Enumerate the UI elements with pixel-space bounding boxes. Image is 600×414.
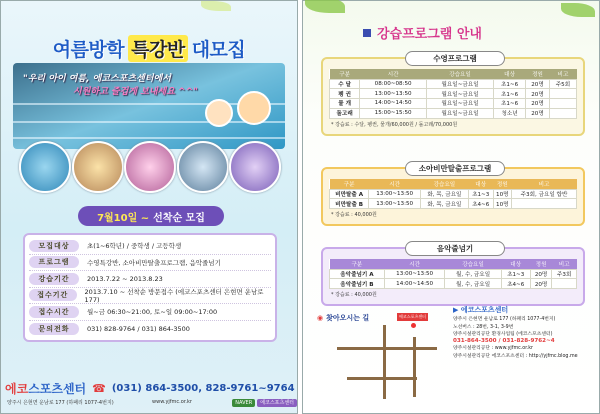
- title-part-1: 여름방학: [52, 38, 125, 61]
- pin-icon: ◉: [317, 314, 324, 322]
- info-row: [29, 238, 271, 255]
- column-header: 정원: [493, 179, 511, 189]
- table-row: [330, 189, 577, 199]
- info-label: 프로그램: [29, 256, 79, 268]
- directions-title: ◉ 찾아오시는 길: [317, 314, 370, 322]
- info-value: 031) 828-9764 / 031) 864-3500: [87, 324, 190, 333]
- table-cell: 월, 수, 금요일: [445, 269, 501, 279]
- table-row: [330, 108, 577, 118]
- table-cell: 주5회: [549, 79, 576, 89]
- table-cell: 초1~3: [501, 269, 530, 279]
- brand-name: 에코스포츠센터: [5, 381, 87, 396]
- column-header: 강습요일: [427, 69, 494, 79]
- title-part-2: 특강반: [128, 35, 188, 62]
- naver-tag: NAVER: [232, 399, 255, 407]
- slogan-line-1: "우리 아이 여름, 에코스포츠센터에서: [23, 74, 171, 84]
- contact-title: ▶ 에코스포츠센터: [453, 306, 509, 314]
- table-cell: 초4~6: [501, 279, 530, 289]
- table-cell: 15:00~15:50: [360, 108, 427, 118]
- info-row: [29, 321, 271, 338]
- table-cell: 물 개: [330, 99, 360, 109]
- center-pin: [411, 323, 416, 328]
- table-cell: 14:00~14:50: [384, 279, 445, 289]
- photo-gym: [177, 141, 229, 193]
- column-header: 대상: [494, 69, 526, 79]
- table-cell: 초1~3: [468, 189, 493, 199]
- column-header: 시간: [369, 179, 421, 189]
- info-value: 초(1~6학년) / 중학생 / 고등학생: [87, 242, 182, 251]
- photo-swim-class: [19, 141, 71, 193]
- table-cell: 08:00~08:50: [360, 79, 427, 89]
- info-label: 강습기간: [29, 273, 79, 285]
- info-row: [29, 255, 271, 272]
- column-header: 비고: [552, 259, 577, 269]
- table-cell: [549, 99, 576, 109]
- table-header-row: [330, 259, 577, 269]
- column-header: 비고: [512, 179, 577, 189]
- website-link[interactable]: www.yjfmc.or.kr: [152, 399, 192, 405]
- info-value: 수영특강반, 소아비만탈출프로그램, 음악줄넘기: [87, 258, 221, 267]
- kid-fee-note: * 강습료 : 40,000원: [331, 212, 377, 219]
- contact-info: [453, 307, 585, 407]
- table-cell: 13:00~13:50: [369, 199, 421, 209]
- contact-website[interactable]: 양주시설관리공단 : www.yjfmc.or.kr: [453, 346, 534, 352]
- flyer-front: [0, 0, 298, 414]
- photo-dance: [124, 141, 176, 193]
- column-header: 정원: [526, 69, 550, 79]
- table-cell: [512, 199, 577, 209]
- info-value: 2013.7.10 ~ 선착순 방문접수 (에코스포츠센터 은현면 운남로 177): [84, 287, 264, 304]
- contact-address: 양주시 은현면 운남로 177 (하패리 1077-4번지): [453, 317, 556, 323]
- table-cell: 10명: [493, 189, 511, 199]
- center-marker-label: 에코스포츠센터: [399, 314, 427, 319]
- swim-program-table: [329, 69, 577, 119]
- table-row: [330, 99, 577, 109]
- table-row: [330, 279, 577, 289]
- table-cell: 월요일~금요일: [427, 99, 494, 109]
- info-label: 모집대상: [29, 240, 79, 252]
- recruit-badge: [78, 206, 224, 226]
- table-cell: 수 달: [330, 79, 360, 89]
- table-header-row: [330, 179, 577, 189]
- program-title: [363, 23, 543, 42]
- table-cell: 초4~6: [468, 199, 493, 209]
- table-cell: 20명: [530, 269, 552, 279]
- table-cell: 13:00~13:50: [360, 89, 427, 99]
- column-header: 시간: [384, 259, 445, 269]
- table-header-row: [330, 69, 577, 79]
- info-row: [29, 288, 271, 305]
- table-cell: 13:00~13:50: [369, 189, 421, 199]
- search-tag: 에코스포츠센터: [257, 399, 297, 407]
- table-cell: 화, 목, 금요일: [420, 189, 468, 199]
- table-cell: [549, 89, 576, 99]
- table-cell: 월요일~금요일: [427, 79, 494, 89]
- info-label: 접수시간: [29, 306, 79, 318]
- table-cell: 월요일~금요일: [427, 108, 494, 118]
- table-cell: 음악줄넘기 B: [330, 279, 385, 289]
- kid-program-section: [321, 164, 585, 226]
- rope-program-header: 음악줄넘기: [405, 241, 505, 256]
- table-cell: 20명: [526, 79, 550, 89]
- rope-fee-note: * 강습료 : 40,000원: [331, 292, 377, 299]
- table-row: [330, 79, 577, 89]
- table-cell: 비만탈출 A: [330, 189, 369, 199]
- directions-area: [317, 307, 585, 407]
- table-cell: 주3회: [552, 269, 577, 279]
- flyer-title: [13, 35, 285, 61]
- table-cell: 돌고래: [330, 108, 360, 118]
- program-title-text: 강습프로그램 안내: [377, 27, 482, 42]
- table-cell: 초1~6: [494, 79, 526, 89]
- slogan-line-2: 시원하고 즐겁게 보내세요 ^^": [73, 87, 198, 97]
- table-cell: 13:00~13:50: [384, 269, 445, 279]
- table-cell: 주3회, 금요일 합반: [512, 189, 577, 199]
- swim-program-section: [321, 54, 585, 136]
- square-bullet-icon: [363, 29, 371, 37]
- contact-phone: 031-864-3500 / 031-828-9762~4: [453, 338, 555, 345]
- info-label: 문의전화: [29, 323, 79, 335]
- info-box: [23, 233, 277, 342]
- swim-fee-note: * 강습료 : 수달, 펭귄, 물개/60,000원 / 돌고래/70,000원: [331, 121, 458, 128]
- table-cell: 20명: [530, 279, 552, 289]
- flyer-back: [302, 0, 600, 414]
- slogan: [23, 73, 223, 99]
- swim-program-header: 수영프로그램: [405, 51, 505, 66]
- contact-department: 양주시설관리공단 환경사업팀 (에코스포츠센터): [453, 331, 553, 337]
- table-cell: 펭 귄: [330, 89, 360, 99]
- phone-numbers: (031) 864-3500, 828-9761~9764: [111, 382, 295, 394]
- column-header: 강습요일: [445, 259, 501, 269]
- photo-aerobics: [72, 141, 124, 193]
- table-cell: 음악줄넘기 A: [330, 269, 385, 279]
- badge-text: 선착순 모집: [153, 212, 205, 224]
- badge-date: 7월10일 ~: [97, 212, 150, 224]
- column-header: 구분: [330, 179, 369, 189]
- rope-program-section: [321, 244, 585, 306]
- column-header: 구분: [330, 69, 360, 79]
- info-label: 접수기간: [29, 289, 77, 301]
- column-header: 강습요일: [420, 179, 468, 189]
- contact-bus: 노선버스 : 28번, 3-1, 3-9번: [453, 324, 514, 330]
- info-row: [29, 304, 271, 321]
- table-cell: 20명: [526, 99, 550, 109]
- table-row: [330, 89, 577, 99]
- title-part-3: 대모집: [191, 38, 246, 61]
- column-header: 비고: [549, 69, 576, 79]
- table-row: [330, 199, 577, 209]
- footer-contact: [5, 379, 295, 397]
- directions-map: [317, 307, 445, 401]
- table-cell: 초1~6: [494, 89, 526, 99]
- info-value: 월~금 06:30~21:00, 토~일 09:00~17:00: [87, 308, 218, 317]
- kid-program-table: [329, 179, 577, 209]
- footer-address: [7, 399, 297, 406]
- phone-icon: ☎: [92, 381, 106, 395]
- cartoon-child-icon: [205, 99, 233, 127]
- table-cell: 초1~6: [494, 99, 526, 109]
- table-cell: 비만탈출 B: [330, 199, 369, 209]
- leaf-decoration: [201, 1, 231, 11]
- cartoon-swimmer-icon: [237, 91, 271, 125]
- contact-blog[interactable]: 양주시설관리공단 에코스포츠센터 : http://yjfmc.blog.me: [453, 353, 578, 359]
- table-cell: 14:00~14:50: [360, 99, 427, 109]
- column-header: 구분: [330, 259, 385, 269]
- kid-program-header: 소아비만탈출프로그램: [405, 161, 505, 176]
- table-cell: [552, 279, 577, 289]
- table-cell: 20명: [526, 89, 550, 99]
- table-cell: [549, 108, 576, 118]
- leaf-decoration: [305, 0, 345, 13]
- column-header: 대상: [468, 179, 493, 189]
- table-row: [330, 269, 577, 279]
- activity-photos: [19, 141, 281, 193]
- address-text: 양주시 은현면 운남로 177 (하패리 1077-4번지): [7, 400, 114, 406]
- table-cell: 청소년: [494, 108, 526, 118]
- column-header: 대상: [501, 259, 530, 269]
- info-row: [29, 271, 271, 288]
- table-cell: 월, 수, 금요일: [445, 279, 501, 289]
- photo-hall: [229, 141, 281, 193]
- column-header: 시간: [360, 69, 427, 79]
- column-header: 정원: [530, 259, 552, 269]
- table-cell: 20명: [526, 108, 550, 118]
- info-value: 2013.7.22 ~ 2013.8.23: [87, 274, 163, 283]
- table-cell: 월요일~금요일: [427, 89, 494, 99]
- table-cell: 화, 목, 금요일: [420, 199, 468, 209]
- leaf-decoration: [561, 3, 595, 17]
- rope-program-table: [329, 259, 577, 289]
- table-cell: 10명: [493, 199, 511, 209]
